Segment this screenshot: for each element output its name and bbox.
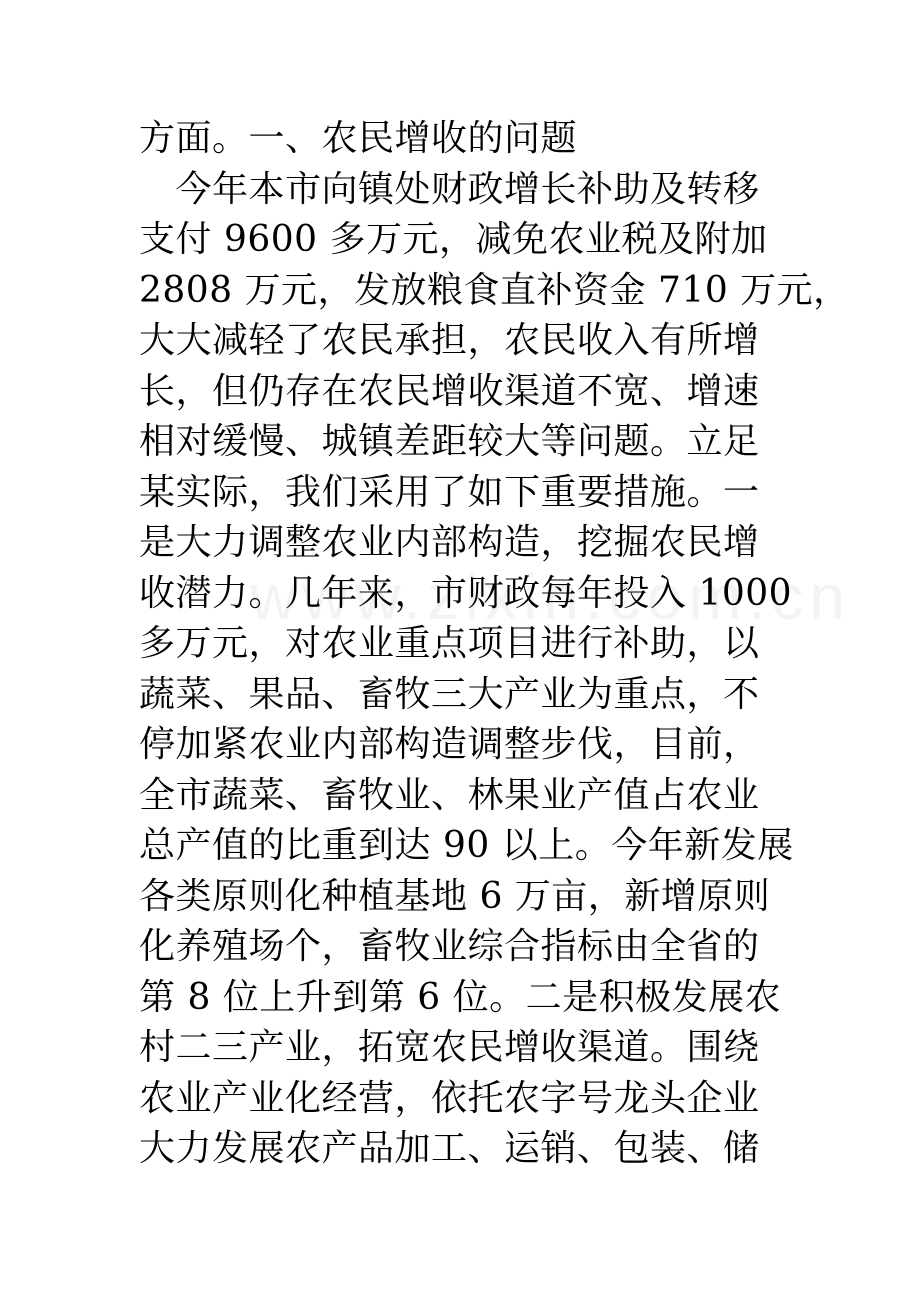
text-line: 长，但仍存在农民增收渠道不宽、增速: [139, 370, 760, 412]
text-line: 大力发展农产品加工、运销、包装、储: [139, 1128, 760, 1169]
text-line: 今年本市向镇处财政增长补助及转移: [139, 168, 760, 210]
text-line: 停加紧农业内部构造调整步伐，目前，: [139, 724, 760, 765]
text-line: 相对缓慢、城镇差距较大等问题。立足: [139, 421, 760, 462]
text-line: 各类原则化种植基地 6 万亩，新增原则: [139, 875, 771, 917]
text-line: 全市蔬菜、畜牧业、林果业产值占农业: [139, 774, 760, 816]
text-line: 化养殖场个，畜牧业综合指标由全省的: [139, 926, 760, 967]
text-line: 收潜力。几年来，市财政每年投入 1000: [139, 572, 793, 614]
text-line: 是大力调整农业内部构造，挖掘农民增: [139, 522, 760, 563]
text-line: 方面。一、农民增收的问题: [139, 118, 578, 159]
text-line: 蔬菜、果品、畜牧三大产业为重点，不: [139, 673, 760, 715]
text-line: 某实际，我们采用了如下重要措施。一: [139, 471, 760, 513]
document-body: [139, 114, 850, 1175]
text-line: 总产值的比重到达 90 以上。今年新发展: [139, 825, 794, 866]
text-line: 2808 万元，发放粮食直补资金 710 万元，: [139, 269, 850, 311]
text-line: 村二三产业，拓宽农民增收渠道。围绕: [139, 1027, 760, 1068]
text-line: 大大减轻了农民承担，农民收入有所增: [139, 320, 760, 361]
text-line: 支付 9600 多万元，减免农业税及附加: [139, 219, 768, 260]
text-line: 农业产业化经营，依托农字号龙头企业: [139, 1077, 760, 1119]
text-line: 多万元，对农业重点项目进行补助，以: [139, 623, 760, 664]
text-line: 第 8 位上升到第 6 位。二是积极发展农: [139, 976, 782, 1018]
